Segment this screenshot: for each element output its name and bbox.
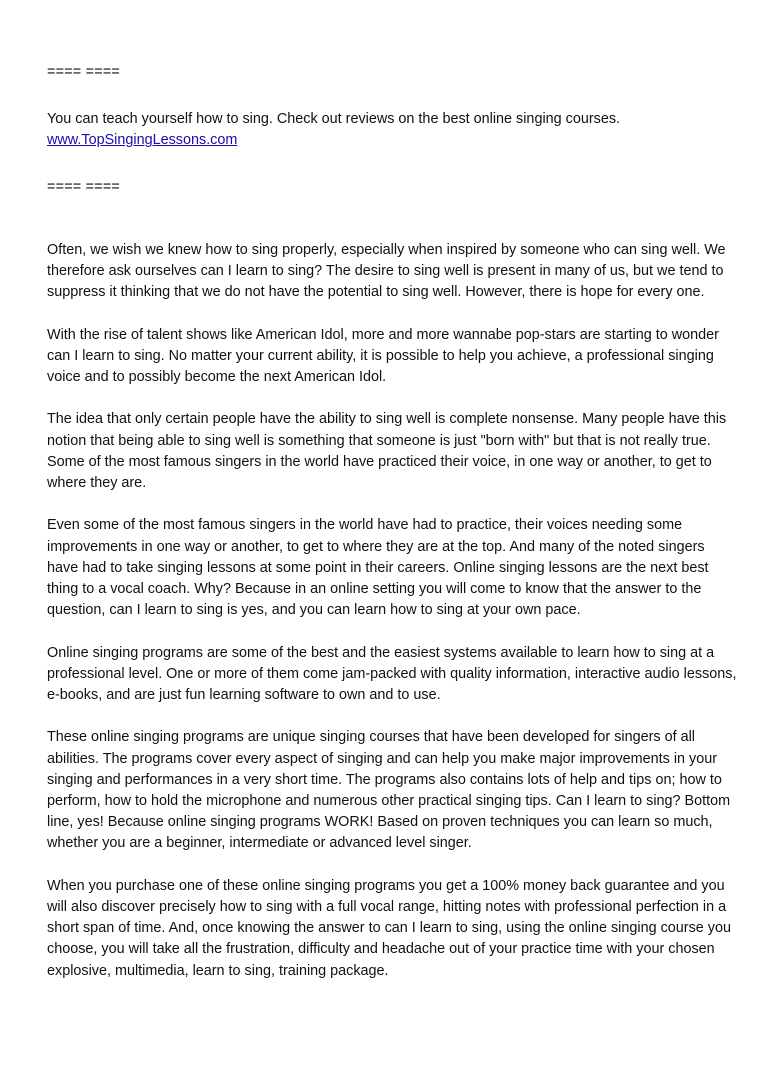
separator-bottom: ==== ==== bbox=[47, 178, 121, 195]
article-paragraph: Online singing programs are some of the best and the easiest systems available to learn how to sing at a professional level. One or more of them come jam-packed with quality information, interactive audio lessons, e-books, and are just fun learning software to own and to use. bbox=[47, 644, 737, 704]
article-paragraph: These online singing programs are unique singing courses that have been developed for singers of all abilities. The programs cover every aspect of singing and can help you make major improvements in your singing and performances in a very short time. The programs also contains lots of help and tips on; how to perform, how to hold the microphone and numerous other practical singing tips. Can I learn to sing? Bottom line, yes! Because online singing programs WORK! Based on proven techniques you can learn so much, whether you are a beginner, intermediate or advanced level singer. bbox=[47, 729, 731, 852]
article-paragraph: Even some of the most famous singers in the world have had to practice, their voices needing some improvements in one way or another, to get to where they are at the top. And many of the noted singers have had to take singing lessons at some point in their careers. Online singing lessons are the next best thing to a vocal coach. Why? Because in an online setting you will come to know that the answer to the question, can I learn to sing is yes, and you can learn how to sing at your own pace. bbox=[47, 517, 709, 619]
article-paragraph: Often, we wish we knew how to sing properly, especially when inspired by someone who can sing well. We therefore ask ourselves can I learn to sing? The desire to sing well is present in many of us, but we tend to suppress it thinking that we do not have the potential to sing well. However, there is hope for every one. bbox=[47, 241, 726, 301]
document-page bbox=[47, 62, 737, 1003]
article-body bbox=[47, 240, 737, 982]
promo-link[interactable]: www.TopSingingLessons.com bbox=[47, 132, 238, 149]
promo-text: You can teach yourself how to sing. Check out reviews on the best online singing courses. bbox=[47, 111, 621, 128]
article-paragraph: With the rise of talent shows like American Idol, more and more wannabe pop-stars are starting to wonder can I learn to sing. No matter your current ability, it is possible to help you achieve, a professional singing voice and to possibly become the next American Idol. bbox=[47, 326, 719, 386]
separator-top: ==== ==== bbox=[47, 64, 121, 80]
article-paragraph: When you purchase one of these online singing programs you get a 100% money back guarantee and you will also discover precisely how to sing with a full vocal range, hitting notes with professional perfection in a short span of time. And, once knowing the answer to can I learn to sing, using the online singing course you choose, you will take all the frustration, difficulty and headache out of your practice time with your chosen explosive, multimedia, learn to sing, training package. bbox=[47, 877, 731, 979]
article-paragraph: The idea that only certain people have the ability to sing well is complete nonsense. Many people have this notion that being able to sing well is something that someone is just "born with" but that is not really true. Some of the most famous singers in the world have practiced their voice, in one way or another, to get to where they are. bbox=[47, 411, 727, 492]
promo-block bbox=[47, 109, 737, 151]
